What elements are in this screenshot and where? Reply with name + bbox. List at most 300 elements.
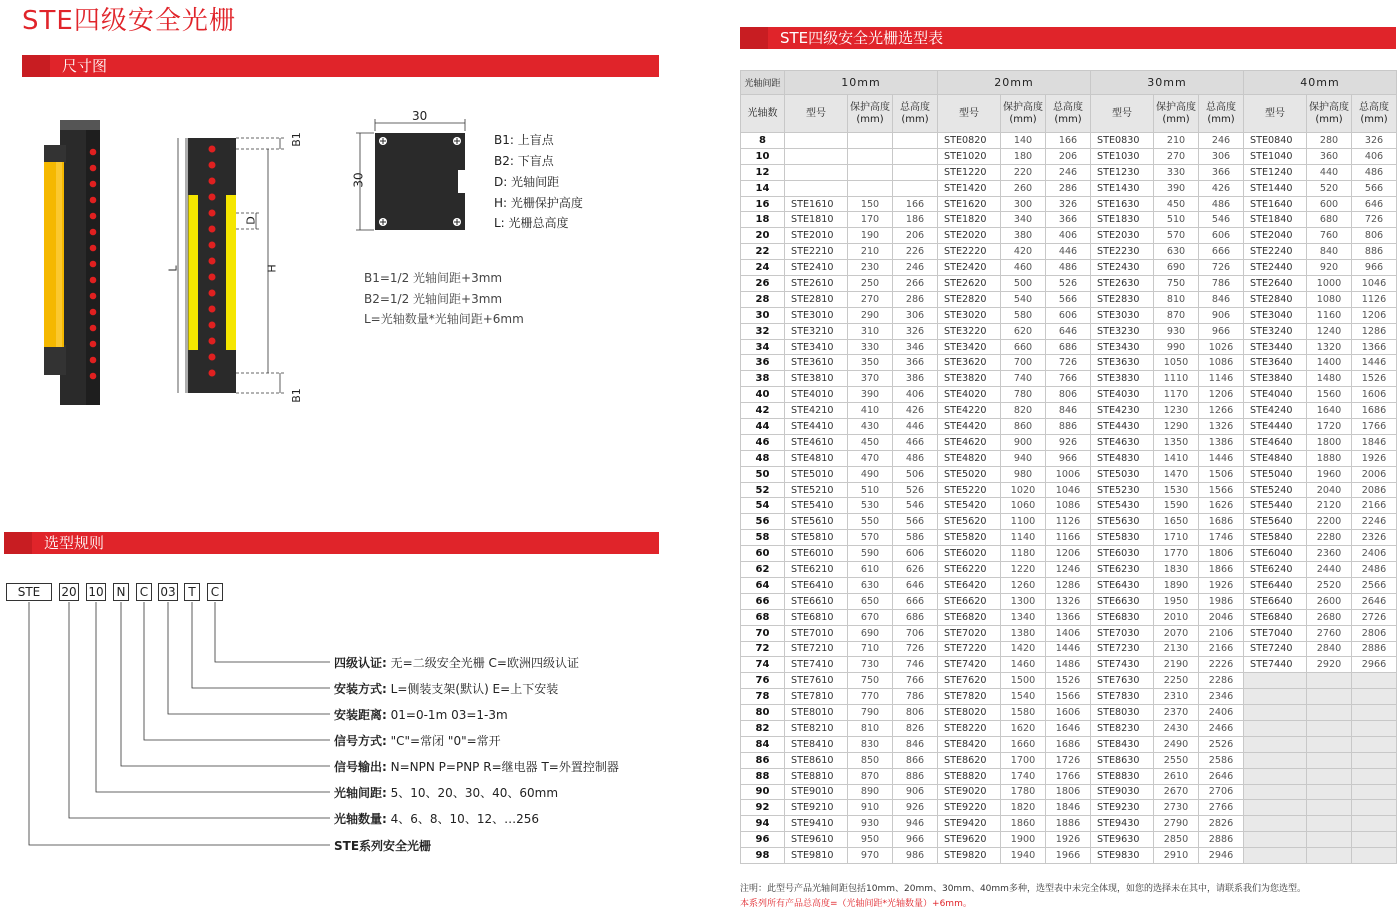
table-row bbox=[741, 276, 1397, 292]
total-height-cell bbox=[1352, 689, 1397, 705]
table-row bbox=[741, 577, 1397, 593]
total-height-cell bbox=[1352, 768, 1397, 784]
table-row bbox=[741, 180, 1397, 196]
model-cell: STE1020 bbox=[938, 148, 1001, 164]
beam-count-cell: 60 bbox=[741, 546, 785, 562]
protect-height-cell: 310 bbox=[848, 323, 893, 339]
model-cell: STE3040 bbox=[1244, 307, 1307, 323]
protect-height-cell: 2040 bbox=[1307, 482, 1352, 498]
protect-height-cell: 230 bbox=[848, 260, 893, 276]
protect-height-cell: 2310 bbox=[1154, 689, 1199, 705]
protect-height-cell: 1170 bbox=[1154, 387, 1199, 403]
total-height-cell: 1486 bbox=[1046, 657, 1091, 673]
model-cell: STE6610 bbox=[785, 593, 848, 609]
protect-height-cell bbox=[1307, 816, 1352, 832]
beam-count-cell: 40 bbox=[741, 387, 785, 403]
protect-height-cell: 850 bbox=[848, 752, 893, 768]
total-height-cell: 2706 bbox=[1199, 784, 1244, 800]
protect-height-cell: 1110 bbox=[1154, 371, 1199, 387]
beam-count-cell: 22 bbox=[741, 244, 785, 260]
header-model: 型号 bbox=[785, 95, 848, 133]
model-cell: STE8420 bbox=[938, 736, 1001, 752]
beam-count-cell: 56 bbox=[741, 514, 785, 530]
model-cell: STE9230 bbox=[1091, 800, 1154, 816]
section-bar-table bbox=[740, 27, 1396, 49]
protect-height-cell: 1290 bbox=[1154, 419, 1199, 435]
protect-height-cell: 790 bbox=[848, 705, 893, 721]
model-cell: STE6820 bbox=[938, 609, 1001, 625]
beam-count-cell: 88 bbox=[741, 768, 785, 784]
table-row bbox=[741, 832, 1397, 848]
protect-height-cell: 2250 bbox=[1154, 673, 1199, 689]
model-cell: STE2610 bbox=[785, 276, 848, 292]
total-height-cell: 1686 bbox=[1046, 736, 1091, 752]
protect-height-cell bbox=[1307, 800, 1352, 816]
protect-height-cell: 750 bbox=[1154, 276, 1199, 292]
model-cell: STE1630 bbox=[1091, 196, 1154, 212]
protect-height-cell: 1300 bbox=[1001, 593, 1046, 609]
protect-height-cell: 620 bbox=[1001, 323, 1046, 339]
model-cell: STE3440 bbox=[1244, 339, 1307, 355]
protect-height-cell: 940 bbox=[1001, 450, 1046, 466]
protect-height-cell: 1240 bbox=[1307, 323, 1352, 339]
model-cell: STE2210 bbox=[785, 244, 848, 260]
model-cell: STE7440 bbox=[1244, 657, 1307, 673]
protect-height-cell bbox=[848, 180, 893, 196]
model-cell bbox=[1244, 848, 1307, 864]
protect-height-cell: 840 bbox=[1307, 244, 1352, 260]
model-cell: STE9430 bbox=[1091, 816, 1154, 832]
model-cell: STE4440 bbox=[1244, 419, 1307, 435]
section-title-table: STE四级安全光栅选型表 bbox=[780, 29, 944, 47]
formula-l: L=光轴数量*光轴间距+6mm bbox=[364, 312, 524, 326]
model-cell: STE3230 bbox=[1091, 323, 1154, 339]
rule-row-distance: 安装距离: 01=0-1m 03=1-3m bbox=[334, 708, 508, 722]
model-cell: STE2640 bbox=[1244, 276, 1307, 292]
total-height-cell: 346 bbox=[893, 339, 938, 355]
total-height-cell: 886 bbox=[893, 768, 938, 784]
model-cell: STE5430 bbox=[1091, 498, 1154, 514]
model-cell: STE6210 bbox=[785, 562, 848, 578]
model-cell: STE8230 bbox=[1091, 720, 1154, 736]
total-height-cell: 1886 bbox=[1046, 816, 1091, 832]
total-height-cell: 966 bbox=[1352, 260, 1397, 276]
beam-count-cell: 74 bbox=[741, 657, 785, 673]
protect-height-cell bbox=[1307, 784, 1352, 800]
protect-height-cell: 920 bbox=[1307, 260, 1352, 276]
model-cell: STE8030 bbox=[1091, 705, 1154, 721]
total-height-cell: 2406 bbox=[1352, 546, 1397, 562]
protect-height-cell bbox=[1307, 768, 1352, 784]
dim-30-top: 30 bbox=[412, 109, 428, 123]
protect-height-cell bbox=[1307, 848, 1352, 864]
protect-height-cell: 360 bbox=[1307, 148, 1352, 164]
beam-count-cell: 72 bbox=[741, 641, 785, 657]
total-height-cell: 2086 bbox=[1352, 482, 1397, 498]
protect-height-cell: 1540 bbox=[1001, 689, 1046, 705]
model-cell: STE5220 bbox=[938, 482, 1001, 498]
protect-height-cell: 1800 bbox=[1307, 434, 1352, 450]
total-height-cell: 566 bbox=[893, 514, 938, 530]
protect-height-cell: 670 bbox=[848, 609, 893, 625]
model-cell: STE7030 bbox=[1091, 625, 1154, 641]
total-height-cell: 906 bbox=[1199, 307, 1244, 323]
model-cell: STE5230 bbox=[1091, 482, 1154, 498]
protect-height-cell: 2600 bbox=[1307, 593, 1352, 609]
model-cell: STE3030 bbox=[1091, 307, 1154, 323]
section-title-rules: 选型规则 bbox=[44, 534, 105, 552]
model-cell bbox=[1244, 673, 1307, 689]
total-height-cell: 1326 bbox=[1199, 419, 1244, 435]
model-cell: STE3020 bbox=[938, 307, 1001, 323]
total-height-cell: 826 bbox=[893, 720, 938, 736]
total-height-cell: 1406 bbox=[1046, 625, 1091, 641]
total-height-cell: 2886 bbox=[1199, 832, 1244, 848]
total-height-cell: 646 bbox=[1046, 323, 1091, 339]
total-height-cell: 326 bbox=[893, 323, 938, 339]
total-height-cell: 1766 bbox=[1046, 768, 1091, 784]
table-row bbox=[741, 752, 1397, 768]
protect-height-cell: 270 bbox=[848, 291, 893, 307]
model-cell: STE1840 bbox=[1244, 212, 1307, 228]
table-row bbox=[741, 164, 1397, 180]
model-cell: STE9810 bbox=[785, 848, 848, 864]
total-height-cell: 206 bbox=[893, 228, 938, 244]
protect-height-cell: 750 bbox=[848, 673, 893, 689]
total-height-cell: 1686 bbox=[1352, 403, 1397, 419]
total-height-cell: 726 bbox=[893, 641, 938, 657]
protect-height-cell: 530 bbox=[848, 498, 893, 514]
model-cell: STE2420 bbox=[938, 260, 1001, 276]
table-row bbox=[741, 403, 1397, 419]
total-height-cell: 2566 bbox=[1352, 577, 1397, 593]
total-height-cell: 1126 bbox=[1046, 514, 1091, 530]
protect-height-cell: 1160 bbox=[1307, 307, 1352, 323]
model-cell bbox=[1244, 784, 1307, 800]
header-total-height: 总高度(mm) bbox=[1199, 95, 1244, 133]
total-height-cell: 1526 bbox=[1352, 371, 1397, 387]
model-cell: STE9820 bbox=[938, 848, 1001, 864]
total-height-cell: 2226 bbox=[1199, 657, 1244, 673]
model-cell bbox=[785, 148, 848, 164]
table-row bbox=[741, 450, 1397, 466]
model-cell: STE5030 bbox=[1091, 466, 1154, 482]
total-height-cell: 1806 bbox=[1046, 784, 1091, 800]
model-cell: STE5010 bbox=[785, 466, 848, 482]
total-height-cell: 2286 bbox=[1199, 673, 1244, 689]
beam-count-cell: 64 bbox=[741, 577, 785, 593]
code-part-mount: T bbox=[184, 583, 200, 601]
protect-height-cell: 2670 bbox=[1154, 784, 1199, 800]
total-height-cell: 966 bbox=[893, 832, 938, 848]
table-row bbox=[741, 498, 1397, 514]
table-row bbox=[741, 148, 1397, 164]
code-part-series: STE bbox=[6, 583, 52, 601]
protect-height-cell: 1530 bbox=[1154, 482, 1199, 498]
model-cell: STE3610 bbox=[785, 355, 848, 371]
total-height-cell: 2006 bbox=[1352, 466, 1397, 482]
model-cell: STE1810 bbox=[785, 212, 848, 228]
table-row bbox=[741, 546, 1397, 562]
table-row bbox=[741, 466, 1397, 482]
total-height-cell: 526 bbox=[1046, 276, 1091, 292]
group-header-30mm: 30mm bbox=[1091, 71, 1244, 95]
total-height-cell: 306 bbox=[893, 307, 938, 323]
table-row bbox=[741, 323, 1397, 339]
rule-row-series: STE系列安全光栅 bbox=[334, 839, 432, 853]
table-row bbox=[741, 609, 1397, 625]
model-cell: STE4210 bbox=[785, 403, 848, 419]
protect-height-cell: 2730 bbox=[1154, 800, 1199, 816]
dim-30-side: 30 bbox=[351, 172, 366, 188]
beam-count-cell: 66 bbox=[741, 593, 785, 609]
model-cell: STE7210 bbox=[785, 641, 848, 657]
protect-height-cell: 810 bbox=[1154, 291, 1199, 307]
total-height-cell bbox=[893, 164, 938, 180]
protect-height-cell: 1060 bbox=[1001, 498, 1046, 514]
protect-height-cell: 2280 bbox=[1307, 530, 1352, 546]
total-height-cell: 2726 bbox=[1352, 609, 1397, 625]
total-height-cell: 306 bbox=[1199, 148, 1244, 164]
total-height-cell: 1566 bbox=[1199, 482, 1244, 498]
total-height-cell: 1206 bbox=[1352, 307, 1397, 323]
model-cell: STE6630 bbox=[1091, 593, 1154, 609]
protect-height-cell: 860 bbox=[1001, 419, 1046, 435]
table-row bbox=[741, 593, 1397, 609]
model-cell: STE5420 bbox=[938, 498, 1001, 514]
total-height-cell: 506 bbox=[893, 466, 938, 482]
total-height-cell: 1006 bbox=[1046, 466, 1091, 482]
model-cell: STE8820 bbox=[938, 768, 1001, 784]
protect-height-cell: 1770 bbox=[1154, 546, 1199, 562]
total-height-cell bbox=[1352, 784, 1397, 800]
code-part-beams: 20 bbox=[59, 583, 79, 601]
header-total-height: 总高度(mm) bbox=[1352, 95, 1397, 133]
formula-b1: B1=1/2 光轴间距+3mm bbox=[364, 271, 503, 285]
beam-count-cell: 14 bbox=[741, 180, 785, 196]
beam-count-cell: 78 bbox=[741, 689, 785, 705]
table-row bbox=[741, 228, 1397, 244]
model-cell bbox=[785, 133, 848, 149]
protect-height-cell: 760 bbox=[1307, 228, 1352, 244]
beam-count-cell: 34 bbox=[741, 339, 785, 355]
protect-height-cell: 2920 bbox=[1307, 657, 1352, 673]
protect-height-cell: 540 bbox=[1001, 291, 1046, 307]
protect-height-cell: 950 bbox=[848, 832, 893, 848]
total-height-cell: 546 bbox=[893, 498, 938, 514]
protect-height-cell: 370 bbox=[848, 371, 893, 387]
table-row bbox=[741, 307, 1397, 323]
model-cell: STE1220 bbox=[938, 164, 1001, 180]
total-height-cell: 1326 bbox=[1046, 593, 1091, 609]
total-height-cell: 626 bbox=[893, 562, 938, 578]
protect-height-cell: 1180 bbox=[1001, 546, 1046, 562]
total-height-cell: 566 bbox=[1352, 180, 1397, 196]
protect-height-cell bbox=[1307, 736, 1352, 752]
protect-height-cell: 600 bbox=[1307, 196, 1352, 212]
protect-height-cell: 1500 bbox=[1001, 673, 1046, 689]
table-row bbox=[741, 530, 1397, 546]
model-cell: STE9830 bbox=[1091, 848, 1154, 864]
model-cell: STE6010 bbox=[785, 546, 848, 562]
table-row bbox=[741, 705, 1397, 721]
total-height-cell: 846 bbox=[893, 736, 938, 752]
total-height-cell: 666 bbox=[893, 593, 938, 609]
protect-height-cell: 330 bbox=[1154, 164, 1199, 180]
protect-height-cell: 1950 bbox=[1154, 593, 1199, 609]
table-row bbox=[741, 673, 1397, 689]
model-cell: STE3630 bbox=[1091, 355, 1154, 371]
total-height-cell: 426 bbox=[1199, 180, 1244, 196]
table-row bbox=[741, 641, 1397, 657]
total-height-cell: 386 bbox=[893, 371, 938, 387]
beam-count-cell: 46 bbox=[741, 434, 785, 450]
total-height-cell: 646 bbox=[893, 577, 938, 593]
model-cell: STE4820 bbox=[938, 450, 1001, 466]
label-l: L bbox=[166, 265, 180, 272]
group-header-10mm: 10mm bbox=[785, 71, 938, 95]
total-height-cell: 746 bbox=[893, 657, 938, 673]
total-height-cell: 166 bbox=[893, 196, 938, 212]
protect-height-cell: 500 bbox=[1001, 276, 1046, 292]
header-protect-height: 保护高度(mm) bbox=[1001, 95, 1046, 133]
model-cell: STE4040 bbox=[1244, 387, 1307, 403]
total-height-cell: 326 bbox=[1352, 133, 1397, 149]
total-height-cell: 366 bbox=[1046, 212, 1091, 228]
group-header-40mm: 40mm bbox=[1244, 71, 1397, 95]
protect-height-cell: 1720 bbox=[1307, 419, 1352, 435]
protect-height-cell: 1420 bbox=[1001, 641, 1046, 657]
table-row bbox=[741, 625, 1397, 641]
model-cell: STE8610 bbox=[785, 752, 848, 768]
model-cell: STE9620 bbox=[938, 832, 1001, 848]
protect-height-cell: 1860 bbox=[1001, 816, 1046, 832]
total-height-cell: 926 bbox=[893, 800, 938, 816]
total-height-cell: 266 bbox=[893, 276, 938, 292]
beam-count-cell: 82 bbox=[741, 720, 785, 736]
table-row bbox=[741, 562, 1397, 578]
beam-count-cell: 36 bbox=[741, 355, 785, 371]
total-height-cell: 486 bbox=[893, 450, 938, 466]
protect-height-cell: 390 bbox=[848, 387, 893, 403]
label-b1-bottom: B1 bbox=[289, 388, 303, 403]
protect-height-cell: 1640 bbox=[1307, 403, 1352, 419]
total-height-cell: 2406 bbox=[1199, 705, 1244, 721]
model-cell: STE2620 bbox=[938, 276, 1001, 292]
total-height-cell: 866 bbox=[893, 752, 938, 768]
total-height-cell: 466 bbox=[893, 434, 938, 450]
protect-height-cell: 1470 bbox=[1154, 466, 1199, 482]
protect-height-cell: 630 bbox=[1154, 244, 1199, 260]
protect-height-cell: 2490 bbox=[1154, 736, 1199, 752]
protect-height-cell: 170 bbox=[848, 212, 893, 228]
total-height-cell: 2886 bbox=[1352, 641, 1397, 657]
total-height-cell: 606 bbox=[893, 546, 938, 562]
model-cell: STE6020 bbox=[938, 546, 1001, 562]
model-cell: STE2820 bbox=[938, 291, 1001, 307]
rule-row-beams: 光轴数量: 4、6、8、10、12、…256 bbox=[334, 812, 539, 826]
protect-height-cell bbox=[848, 164, 893, 180]
model-cell: STE4240 bbox=[1244, 403, 1307, 419]
protect-height-cell: 210 bbox=[848, 244, 893, 260]
protect-height-cell bbox=[848, 148, 893, 164]
protect-height-cell: 1880 bbox=[1307, 450, 1352, 466]
protect-height-cell: 510 bbox=[1154, 212, 1199, 228]
total-height-cell bbox=[1352, 832, 1397, 848]
total-height-cell: 226 bbox=[893, 244, 938, 260]
total-height-cell: 2946 bbox=[1199, 848, 1244, 864]
model-cell: STE7020 bbox=[938, 625, 1001, 641]
total-height-cell bbox=[1352, 705, 1397, 721]
protect-height-cell: 1100 bbox=[1001, 514, 1046, 530]
total-height-cell: 1146 bbox=[1199, 371, 1244, 387]
total-height-cell: 686 bbox=[1046, 339, 1091, 355]
protect-height-cell: 1340 bbox=[1001, 609, 1046, 625]
model-cell: STE3220 bbox=[938, 323, 1001, 339]
model-cell: STE7010 bbox=[785, 625, 848, 641]
model-cell: STE1820 bbox=[938, 212, 1001, 228]
model-cell: STE0840 bbox=[1244, 133, 1307, 149]
total-height-cell: 646 bbox=[1352, 196, 1397, 212]
code-part-pitch: 10 bbox=[86, 583, 106, 601]
model-cell: STE9030 bbox=[1091, 784, 1154, 800]
model-cell bbox=[1244, 705, 1307, 721]
protect-height-cell: 190 bbox=[848, 228, 893, 244]
total-height-cell: 986 bbox=[893, 848, 938, 864]
header-model: 型号 bbox=[1244, 95, 1307, 133]
model-cell: STE2810 bbox=[785, 291, 848, 307]
beam-count-cell: 50 bbox=[741, 466, 785, 482]
protect-height-cell: 1080 bbox=[1307, 291, 1352, 307]
protect-height-cell: 380 bbox=[1001, 228, 1046, 244]
model-cell: STE7810 bbox=[785, 689, 848, 705]
model-cell: STE4840 bbox=[1244, 450, 1307, 466]
model-cell: STE9020 bbox=[938, 784, 1001, 800]
total-height-cell: 1966 bbox=[1046, 848, 1091, 864]
total-height-cell: 2106 bbox=[1199, 625, 1244, 641]
protect-height-cell: 710 bbox=[848, 641, 893, 657]
protect-height-cell: 690 bbox=[848, 625, 893, 641]
protect-height-cell: 1000 bbox=[1307, 276, 1352, 292]
light-curtain-3d-illustration bbox=[38, 110, 118, 415]
total-height-cell: 766 bbox=[893, 673, 938, 689]
total-height-cell: 766 bbox=[1046, 371, 1091, 387]
protect-height-cell: 1660 bbox=[1001, 736, 1046, 752]
total-height-cell: 1506 bbox=[1199, 466, 1244, 482]
beam-count-cell: 20 bbox=[741, 228, 785, 244]
total-height-cell: 2646 bbox=[1352, 593, 1397, 609]
protect-height-cell: 250 bbox=[848, 276, 893, 292]
model-cell: STE5830 bbox=[1091, 530, 1154, 546]
model-cell: STE8620 bbox=[938, 752, 1001, 768]
model-cell bbox=[1244, 720, 1307, 736]
model-cell: STE3410 bbox=[785, 339, 848, 355]
protect-height-cell: 330 bbox=[848, 339, 893, 355]
total-height-cell: 926 bbox=[1046, 434, 1091, 450]
table-body bbox=[741, 133, 1397, 864]
table-row bbox=[741, 212, 1397, 228]
table-row bbox=[741, 244, 1397, 260]
model-cell: STE4430 bbox=[1091, 419, 1154, 435]
beam-count-cell: 86 bbox=[741, 752, 785, 768]
model-cell: STE1610 bbox=[785, 196, 848, 212]
model-cell: STE4010 bbox=[785, 387, 848, 403]
total-height-cell bbox=[1352, 673, 1397, 689]
protect-height-cell: 2200 bbox=[1307, 514, 1352, 530]
protect-height-cell: 890 bbox=[848, 784, 893, 800]
model-cell bbox=[1244, 736, 1307, 752]
beam-count-cell: 76 bbox=[741, 673, 785, 689]
